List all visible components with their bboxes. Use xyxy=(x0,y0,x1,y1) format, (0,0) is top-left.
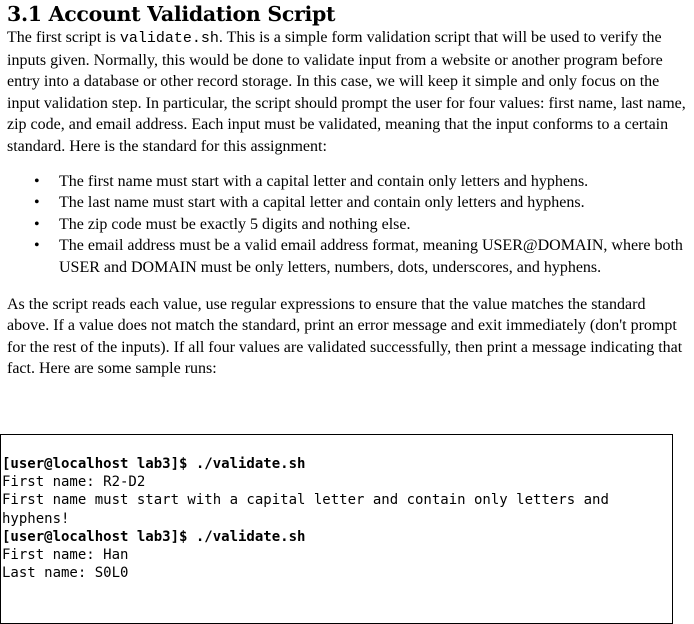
list-item xyxy=(7,171,687,193)
bullet-icon: • xyxy=(34,172,40,190)
terminal-line: [user@localhost lab3]$ ./validate.sh xyxy=(2,456,306,472)
intro-text-start: The first script is xyxy=(7,29,120,46)
bullet-icon: • xyxy=(34,194,40,212)
rules-list xyxy=(7,171,687,279)
list-item xyxy=(7,192,687,214)
document-page xyxy=(7,0,687,380)
intro-paragraph xyxy=(7,27,687,158)
bullet-icon: • xyxy=(34,215,40,233)
script-filename: validate.sh xyxy=(119,30,219,47)
intro-text-rest: . This is a simple form validation script that will be used to verify the inputs given. Normally, this would be done to validate input from a website or another program before entry into a database or other record storage. In this case, we will keep it simple and only focus on the input validation step. In particular, the script should prompt the user for four values: first name, last name, zip code, and email address. Each input must be validated, meaning that the input conforms to a certain standard. Here is the standard for this assignment: xyxy=(7,29,686,155)
terminal-line: [user@localhost lab3]$ ./validate.sh xyxy=(2,528,306,545)
terminal-line: First name: R2-D2 xyxy=(2,474,146,491)
terminal-line: Last name: S0L0 xyxy=(2,565,129,582)
terminal-line: First name: Han xyxy=(2,547,129,564)
list-item xyxy=(7,235,687,278)
instructions-paragraph: As the script reads each value, use regular expressions to ensure that the value matches the standard above. If a value does not match the standard, print an error message and exit immediately (don't prompt for the rest of the inputs). If all four values are validated successfully, then print a message indicating that fact. Here are some sample runs: xyxy=(7,295,683,378)
bullet-icon: • xyxy=(34,237,40,255)
sample-run-terminal xyxy=(0,434,673,624)
list-item xyxy=(7,214,687,236)
rule-text: The zip code must be exactly 5 digits and nothing else. xyxy=(59,215,411,233)
rule-text: The last name must start with a capital letter and contain only letters and hyphens. xyxy=(59,194,585,212)
section-title: 3.1 Account Validation Script xyxy=(7,2,336,26)
terminal-line: First name must start with a capital letter and contain only letters and hyphens! xyxy=(2,492,618,527)
rule-text: The first name must start with a capital letter and contain only letters and hyphens. xyxy=(59,172,589,190)
rule-text: The email address must be a valid email address format, meaning USER@DOMAIN, where both USER and DOMAIN must be only letters, numbers, dots, underscores, and hyphens. xyxy=(59,237,683,276)
